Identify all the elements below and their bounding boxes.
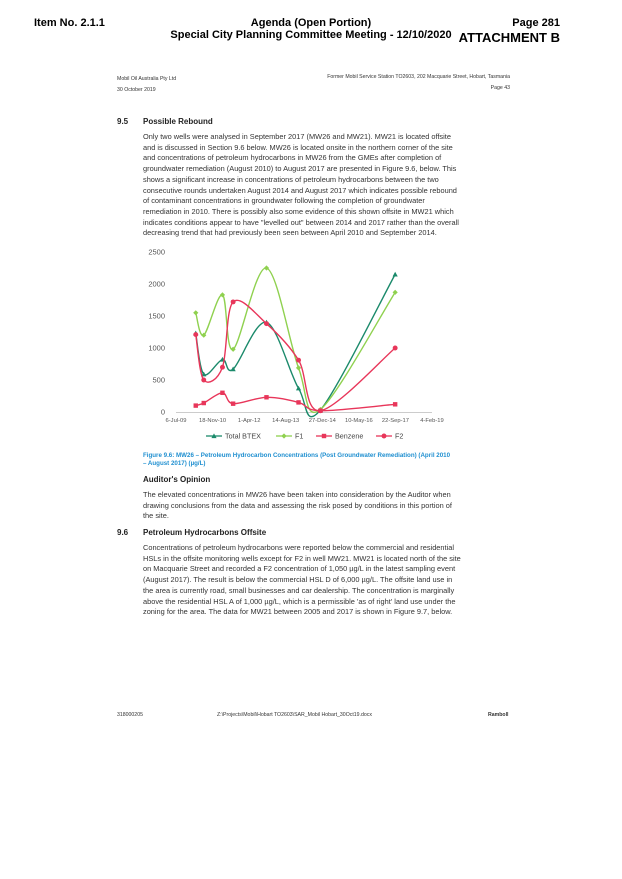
legend-label-f1: F1: [295, 431, 304, 441]
figure-caption: [143, 452, 450, 467]
page-label: Page 281: [512, 17, 560, 29]
paragraph-line: consecutive rounds undertaken August 2014 and August 2017 which indicates possible rebound: [143, 185, 457, 195]
company-name: Mobil Oil Australia Pty Ltd: [117, 76, 177, 82]
auditor-opinion-title: Auditor's Opinion: [143, 475, 211, 484]
data-point-f2: [231, 299, 236, 304]
section-96-title: Petroleum Hydrocarbons Offsite: [143, 528, 267, 537]
agenda-line-2: Special City Planning Committee Meeting - 12/10/2020: [170, 29, 452, 41]
y-tick-label: 2000: [148, 279, 165, 289]
caption-line-1: Figure 9.6: MW26 – Petroleum Hydrocarbon Concentrations (Post Groundwater Remediation) (April 2010: [143, 452, 451, 459]
paragraph-line: Only two wells were analysed in September 2017 (MW26 and MW21). MW21 is located offsite: [143, 132, 451, 141]
paragraph-line: zoning for the area. The data for MW21 between 2005 and 2017 is shown in Figure 9.7, below.: [143, 607, 453, 617]
y-tick-label: 1500: [148, 311, 165, 321]
y-tick-label: 2500: [148, 247, 165, 257]
footer-brand: Ramboll: [488, 712, 509, 718]
doc-page-number: Page 43: [490, 85, 510, 91]
paragraph-line: on Macquarie Street and recorded a F2 concentration of 1,050 µg/L in the latest sampling event: [143, 564, 456, 574]
paragraph-line: Concentrations of petroleum hydrocarbons were reported below the commercial and residential: [143, 543, 454, 552]
data-point-benzene: [393, 402, 397, 406]
item-number: Item No. 2.1.1: [34, 17, 105, 29]
y-tick-label: 0: [160, 407, 165, 417]
legend-label-benzene: Benzene: [335, 431, 364, 441]
data-point-benzene: [264, 395, 268, 399]
data-point-benzene: [231, 401, 235, 405]
caption-line-2: – August 2017) (µg/L): [143, 459, 206, 467]
x-tick-label: 1-Apr-12: [237, 418, 261, 424]
x-tick-label: 10-May-16: [344, 418, 373, 424]
paragraph-line: the site.: [143, 511, 169, 521]
data-point-f2: [201, 378, 206, 383]
paragraph-line: the area is currently road, small businesses and car dealership. The concentration is marginally: [143, 585, 455, 595]
legend-marker-f1: [281, 433, 286, 438]
paragraph-line: (August 2017). The result is below the commercial HSL D of 6,000 µg/L. The offsite land use in: [143, 575, 453, 585]
data-point-benzene: [194, 403, 198, 407]
paragraph-line: HSLs in the offsite monitoring wells except for F2 in well MW21. MW21 is located north of the site: [143, 553, 461, 563]
x-tick-label: 4-Feb-19: [420, 418, 444, 424]
legend-label-f2: F2: [395, 431, 404, 441]
legend-label-total-btex: Total BTEX: [225, 431, 261, 441]
data-point-f2: [220, 365, 225, 370]
agenda-line-1: Agenda (Open Portion): [250, 17, 372, 29]
paragraph-line: shows a significant increase in concentrations of petroleum hydrocarbons between the two: [143, 174, 439, 184]
paragraph-line: and is discussed in Section 9.6 below. MW26 is located onsite in the northern corner of the site: [143, 142, 453, 152]
data-point-f2: [264, 321, 269, 326]
section-96-paragraph: [143, 543, 461, 618]
site-name: Former Mobil Service Station TO2603, 202 Macquarie Street, Hobart, Tasmania: [327, 74, 510, 80]
auditor-opinion-paragraph: [143, 490, 452, 522]
section-95-number: 9.5: [117, 117, 129, 126]
paragraph-line: The elevated concentrations in MW26 have been taken into consideration by the Auditor when: [143, 490, 451, 499]
section-95-title: Possible Rebound: [143, 117, 213, 126]
series-line-benzene: [196, 393, 395, 411]
paragraph-line: drawing conclusions from the data and assessing the risk posed by conditions in this portion of: [143, 500, 452, 510]
data-point-total-btex: [393, 272, 398, 277]
paragraph-line: remediation in 2010. There is possibly also some evidence of this shown offsite in MW21 which: [143, 206, 454, 216]
data-point-f1: [193, 310, 198, 315]
footer-file-path: Z:\Projects\Mobil\Hobart TO2603\SAR_Mobil Hobart_30Oct19.docx: [217, 712, 372, 718]
footer-job-number: 318000205: [117, 712, 143, 718]
paragraph-line: of contaminant concentrations in groundwater following the completion of groundwater: [143, 196, 425, 206]
data-point-f2: [318, 408, 323, 413]
paragraph-line: above the residential HSL A of 1,000 µg/L, which is a permissible 'as of right' land use under the: [143, 596, 456, 606]
legend-marker-benzene: [322, 434, 326, 438]
data-point-f2: [296, 358, 301, 363]
x-tick-label: 18-Nov-10: [199, 418, 227, 424]
x-tick-label: 6-Jul-09: [165, 418, 187, 424]
x-tick-label: 22-Sep-17: [381, 418, 409, 424]
legend-marker-f2: [382, 434, 387, 439]
data-point-f2: [193, 332, 198, 337]
data-point-f1: [220, 292, 225, 297]
paragraph-line: groundwater remediation (August 2010) to August 2017 are presented in Figure 9.6, below. This: [143, 164, 457, 174]
section-96-number: 9.6: [117, 528, 129, 537]
y-tick-label: 1000: [148, 343, 165, 353]
paragraph-line: decreasing trend that had previously been seen between April 2010 and September 2014.: [143, 228, 437, 238]
data-point-f2: [393, 346, 398, 351]
data-point-benzene: [220, 391, 224, 395]
paragraph-line: indicates conditions appear to have "levelled out" between 2014 and 2017 rather than the overall: [143, 217, 459, 227]
data-point-benzene: [202, 401, 206, 405]
paragraph-line: and concentrations of petroleum hydrocarbons in MW26 from the GMEs after completion of: [143, 153, 442, 163]
data-point-benzene: [296, 400, 300, 404]
attachment-label: ATTACHMENT B: [458, 30, 560, 45]
x-tick-label: 14-Aug-13: [272, 418, 300, 424]
y-tick-label: 500: [152, 375, 165, 385]
x-tick-label: 27-Dec-14: [308, 418, 336, 424]
report-date: 30 October 2019: [117, 87, 156, 93]
